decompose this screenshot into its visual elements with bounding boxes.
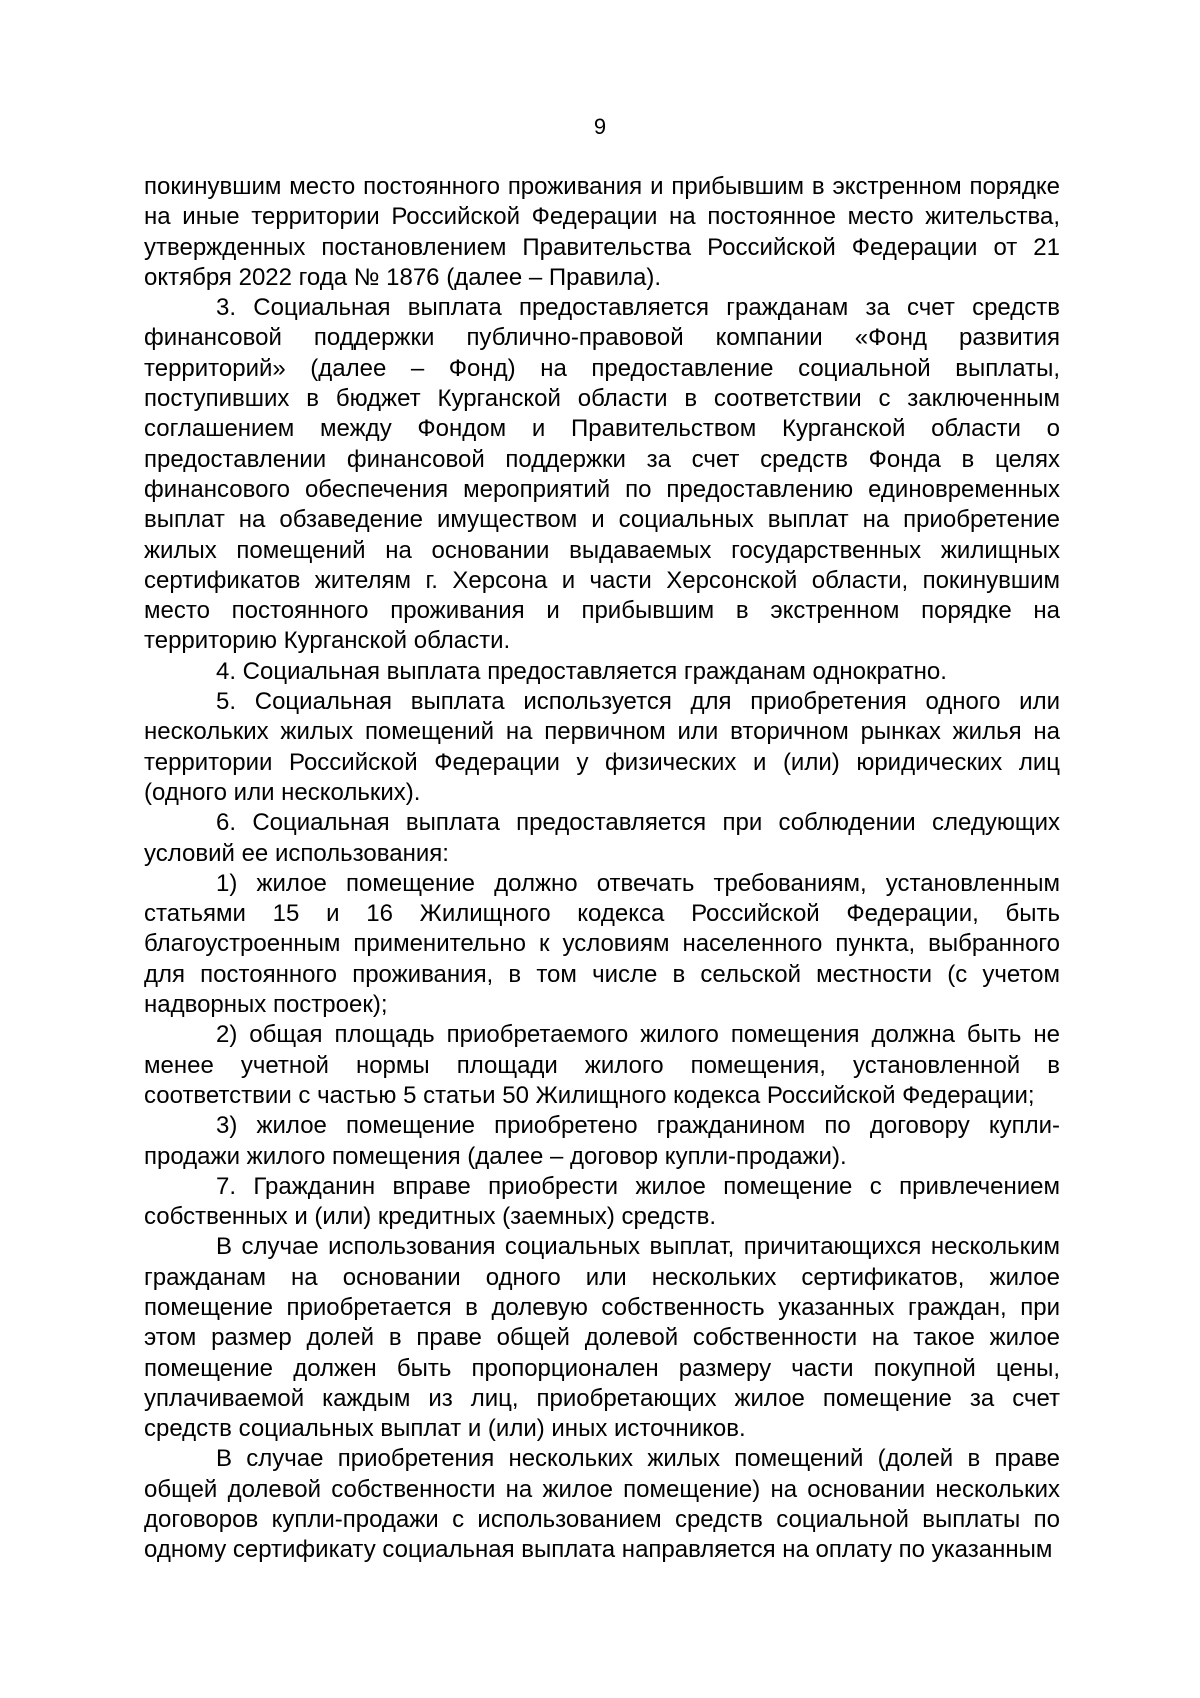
paragraph-subitem-2: 2) общая площадь приобретаемого жилого помещения должна быть не менее учетной нормы площади жилого помещения, установленной в соответствии с частью 5 статьи 50 Жилищного кодекса Российской Федерации; (144, 1021, 1060, 1109)
paragraph-item-3: 3. Социальная выплата предоставляется гражданам за счет средств финансовой поддержки публично-правовой компании «Фонд развития территорий» (далее – Фонд) на предоставление социальной выплаты, поступивших в бюджет Курганской области в соответствии с заключенным соглашением между Фондом и Правительством Курганской области о предоставлении финансовой поддержки за счет средств Фонда в целях финансового обеспечения мероприятий по предоставлению единовременных выплат на обзаведение имуществом и социальных выплат на приобретение жилых помещений на основании выдаваемых государственных жилищных сертификатов жителям г. Херсона и части Херсонской области, покинувшим место постоянного проживания и прибывшим в экстренном порядке на территорию Курганской области. (144, 294, 1060, 655)
paragraph-multiple-contracts: В случае приобретения нескольких жилых помещений (долей в праве общей долевой собственности на жилое помещение) на основании нескольких договоров купли-продажи с использованием средств социальной выплаты по одному сертификату социальная выплата направляется на оплату по указанным (144, 1445, 1060, 1564)
paragraph-subitem-3: 3) жилое помещение приобретено гражданином по договору купли-продажи жилого помещения (далее – договор купли-продажи). (144, 1112, 1060, 1170)
paragraph-item-7: 7. Гражданин вправе приобрести жилое помещение с привлечением собственных и (или) кредитных (заемных) средств. (144, 1172, 1060, 1231)
paragraph-subitem-1: 1) жилое помещение должно отвечать требованиям, установленным статьями 15 и 16 Жилищного кодекса Российской Федерации, быть благоустроенным применительно к условиям населенного пункта, выбранного для постоянного проживания, в том числе в сельской местности (с учетом надворных построек); (144, 869, 1060, 1019)
paragraph-continuation: покинувшим место постоянного проживания и прибывшим в экстренном порядке на иные территории Российской Федерации на постоянное место жительства, утвержденных постановлением Правительства Российской Федерации от 21 октября 2022 года № 1876 (далее – Правила). (144, 173, 1060, 291)
paragraph-item-5: 5. Социальная выплата используется для приобретения одного или нескольких жилых помещений на первичном или вторичном рынках жилья на территории Российской Федерации у физических и (или) юридических лиц (одного или нескольких). (144, 688, 1060, 806)
paragraph-item-4: 4. Социальная выплата предоставляется гражданам однократно. (216, 657, 947, 685)
page-number: 9 (593, 114, 607, 139)
document-body (144, 172, 1060, 1566)
paragraph-shared-ownership: В случае использования социальных выплат, причитающихся нескольким гражданам на основании одного или нескольких сертификатов, жилое помещение приобретается в долевую собственность указанных граждан, при этом размер долей в праве общей долевой собственности на такое жилое помещение должен быть пропорционален размеру части покупной цены, уплачиваемой каждым из лиц, приобретающих жилое помещение за счет средств социальных выплат и (или) иных источников. (144, 1233, 1060, 1443)
paragraph-item-6: 6. Социальная выплата предоставляется при соблюдении следующих условий ее использования: (144, 809, 1060, 867)
